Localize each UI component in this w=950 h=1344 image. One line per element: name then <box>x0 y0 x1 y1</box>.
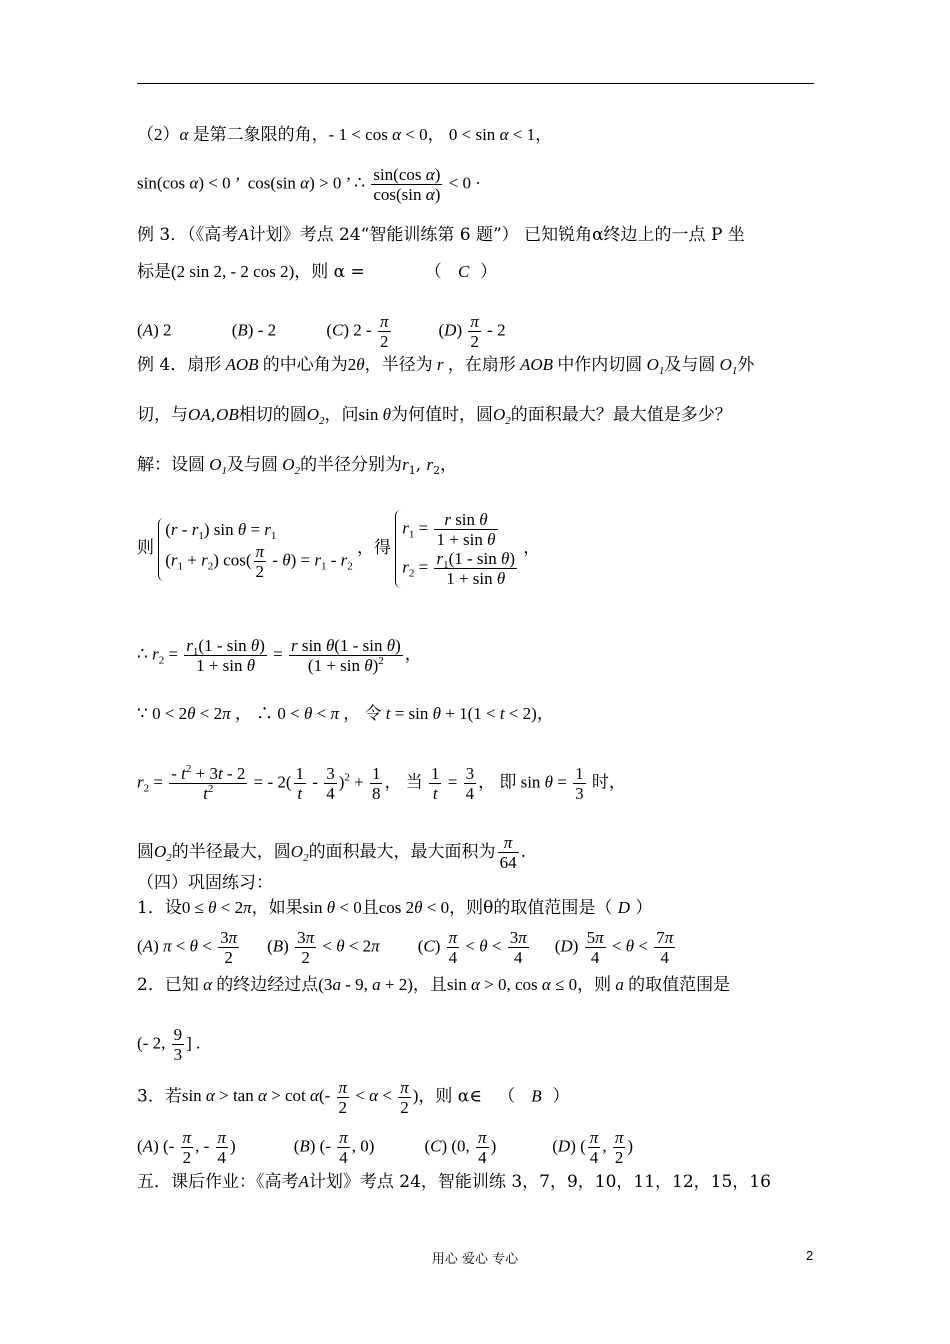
text-line: 标是(2 sin 2, - 2 cos 2)，则 α = （ C ） <box>137 262 498 282</box>
page-number: 2 <box>806 1248 814 1263</box>
equation-line: $r_2$ = $\frac{- t^2 + 3t - 2}{t^2}$ = - 2( $\frac{1}{t}$ - $\frac{3}{4}$ )$^2$ + $\frac{1}{8}$ ， 当 $\frac{1}{t}$ = $\frac{3}{4}$ ， 即 sin θ = $\frac{1}{3}$ 时， <box>137 763 626 803</box>
page-footer: 用心 爱心 专心 <box>431 1252 519 1267</box>
text-line: 切，与OA,OB相切的圆$O_2$，问sin θ为何值时，圆$O_2$的面积最大？最大值是多少？ <box>137 405 732 427</box>
solution-line: 解：设圆 $O_1$及与圆 $O_2$的半径分别为$r_1$, $r_2$， <box>137 455 458 477</box>
equation-system: 则 $(r - r_1)$ $\sin \theta = r_1$ $(r_1 + r_2)$ cos( $\frac{\pi}{2}$ - $\theta) = r_1 - r_2$ ，得 $r_1$ = $\frac{\text{r sin θ}}{\text{1 + sin θ}}$ $r_2$ = $\frac{r_1(1 - \sin \theta)}{\text{1 + sin θ}}$ ， <box>137 510 541 588</box>
exercise-1: 1．设0 ≤ θ < 2π，如果sin θ < 0且cos 2θ < 0，则θ的取值范围是（ D ） <box>137 898 653 918</box>
example-3: 例 3．（《高考A计划》考点 24“智能训练第 6 题”） 已知锐角α终边上的一点 P 坐 <box>137 225 745 245</box>
text-line: sin(cos α) < 0 ’ cos(sin α) > 0 ’ ∴ $\frac{\text{sin(cos α)}}{\text{cos(sin α)}}$ < 0 · <box>137 165 481 204</box>
section-heading: （四）巩固练习： <box>137 873 273 893</box>
answer-2: (- 2, $\frac{9}{3}$ ] . <box>137 1025 201 1064</box>
example-4: 例 4．扇形 AOB 的中心角为2θ，半径为 r ，在扇形 AOB 中作内切圆 $O_1$及与圆 $O_1$外 <box>137 355 755 377</box>
equation-line: ∵ 0 < 2θ < 2π ， ∴ 0 < θ < π ， 令 t = sin θ + 1(1 < t < 2)， <box>137 704 554 723</box>
options-3: (A) 2 (B) - 2 (C) 2 - $\frac{\pi}{2}$ (D) $\frac{\pi}{2}$ - 2 <box>137 312 506 351</box>
equation-line: ∴ $r_2$ = $\frac{r_1(1 - \sin \theta)}{\text{1 + sin θ}}$ = $\frac{\text{r sin θ(1 - sin θ)}}{(1 + \sin \theta)^2}$ ， <box>137 636 422 675</box>
homework-line: 五．课后作业：《高考A计划》考点 24，智能训练 3，7，9，10，11，12，15，16 <box>137 1172 771 1192</box>
header-rule <box>137 83 814 84</box>
exercise-3: 3．若sin α > tan α > cot α(- $\frac{\pi}{2}$ < α < $\frac{\pi}{2}$ )，则 α∈ （ B ） <box>137 1078 570 1117</box>
result-line: 圆$O_2$的半径最大，圆$O_2$的面积最大，最大面积为 $\frac{\pi}{64}$ . <box>137 833 526 872</box>
text-line: （2）α 是第二象限的角，- 1 < cos α < 0， 0 < sin α < 1， <box>137 125 553 144</box>
options-3b: (A) (- $\frac{\pi}{2}$ , - $\frac{\pi}{4}$ ) (B) (- $\frac{\pi}{4}$ , 0) (C) (0, $\frac{\pi}{4}$ ) (D) ( $\frac{\pi}{4}$ , $\frac{\pi}{2}$ ) <box>137 1128 634 1167</box>
exercise-2: 2．已知 α 的终边经过点(3a - 9, a + 2)，且sin α > 0, cos α ≤ 0，则 a 的取值范围是 <box>137 975 731 995</box>
options-1: (A) π < θ < $\frac{3\pi}{2}$ (B) $\frac{3\pi}{2}$ < θ < 2π (C) $\frac{\pi}{4}$ < θ < $\frac{3\pi}{4}$ (D) $\frac{5\pi}{4}$ < θ < $\frac{7\pi}{4}$ <box>137 928 674 967</box>
